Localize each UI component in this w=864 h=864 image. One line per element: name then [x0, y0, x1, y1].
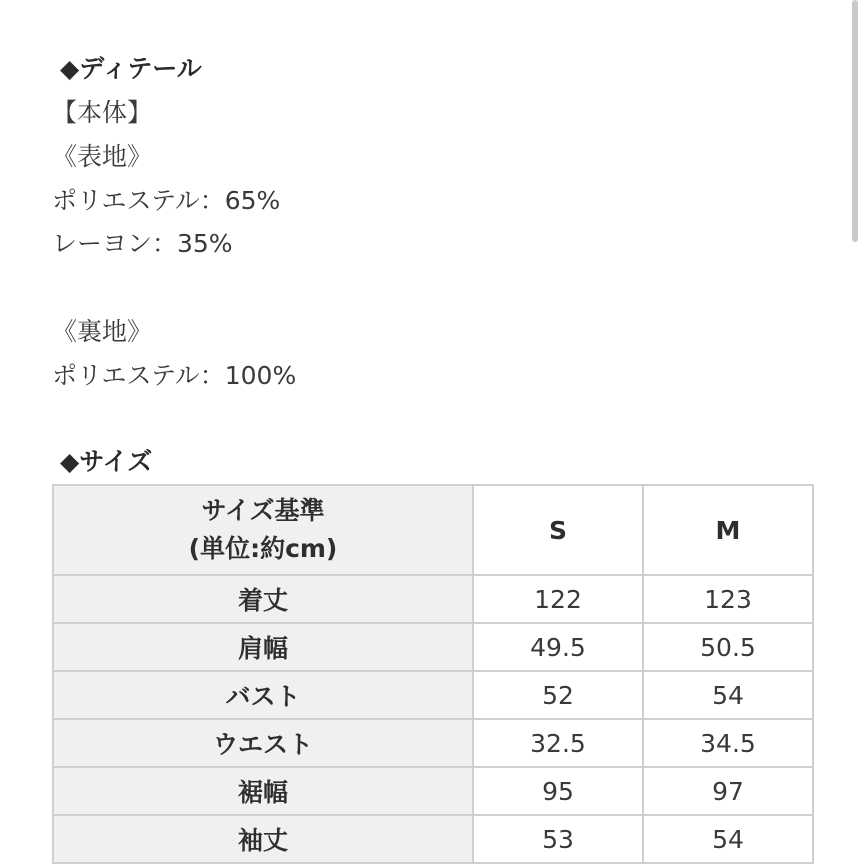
detail-heading: ◆ディテール	[60, 54, 202, 83]
table-row	[53, 623, 813, 671]
size-col-header-s: S	[473, 485, 643, 575]
size-heading: ◆サイズ	[60, 447, 153, 476]
body-label: 【本体】	[52, 98, 153, 127]
lining-line: ポリエステル：100%	[52, 361, 297, 390]
table-row	[53, 671, 813, 719]
table-cell: 97	[643, 767, 813, 815]
table-cell: 54	[643, 671, 813, 719]
table-cell: 123	[643, 575, 813, 623]
outer-fabric-line: ポリエステル：65%	[52, 186, 281, 215]
table-cell: 95	[473, 767, 643, 815]
row-label: 裾幅	[53, 767, 473, 815]
row-label: 肩幅	[53, 623, 473, 671]
table-row	[53, 767, 813, 815]
size-standard-header	[53, 485, 473, 575]
table-row	[53, 815, 813, 863]
table-cell: 122	[473, 575, 643, 623]
table-cell: 50.5	[643, 623, 813, 671]
row-label: 着丈	[53, 575, 473, 623]
outer-fabric-line: レーヨン：35%	[52, 229, 233, 258]
outer-fabric-label: 《表地》	[52, 142, 153, 171]
table-row	[53, 575, 813, 623]
size-table	[52, 484, 814, 864]
table-cell: 53	[473, 815, 643, 863]
row-label: ウエスト	[53, 719, 473, 767]
size-standard-label: サイズ基準	[201, 496, 325, 525]
table-header-row	[53, 485, 813, 575]
table-cell: 49.5	[473, 623, 643, 671]
table-cell: 54	[643, 815, 813, 863]
table-cell: 52	[473, 671, 643, 719]
scrollbar[interactable]	[852, 0, 858, 242]
table-cell: 32.5	[473, 719, 643, 767]
row-label: バスト	[53, 671, 473, 719]
unit-label: (単位:約cm)	[188, 534, 338, 563]
lining-label: 《裏地》	[52, 317, 153, 346]
table-row	[53, 719, 813, 767]
table-cell: 34.5	[643, 719, 813, 767]
row-label: 袖丈	[53, 815, 473, 863]
size-col-header-m: M	[643, 485, 813, 575]
